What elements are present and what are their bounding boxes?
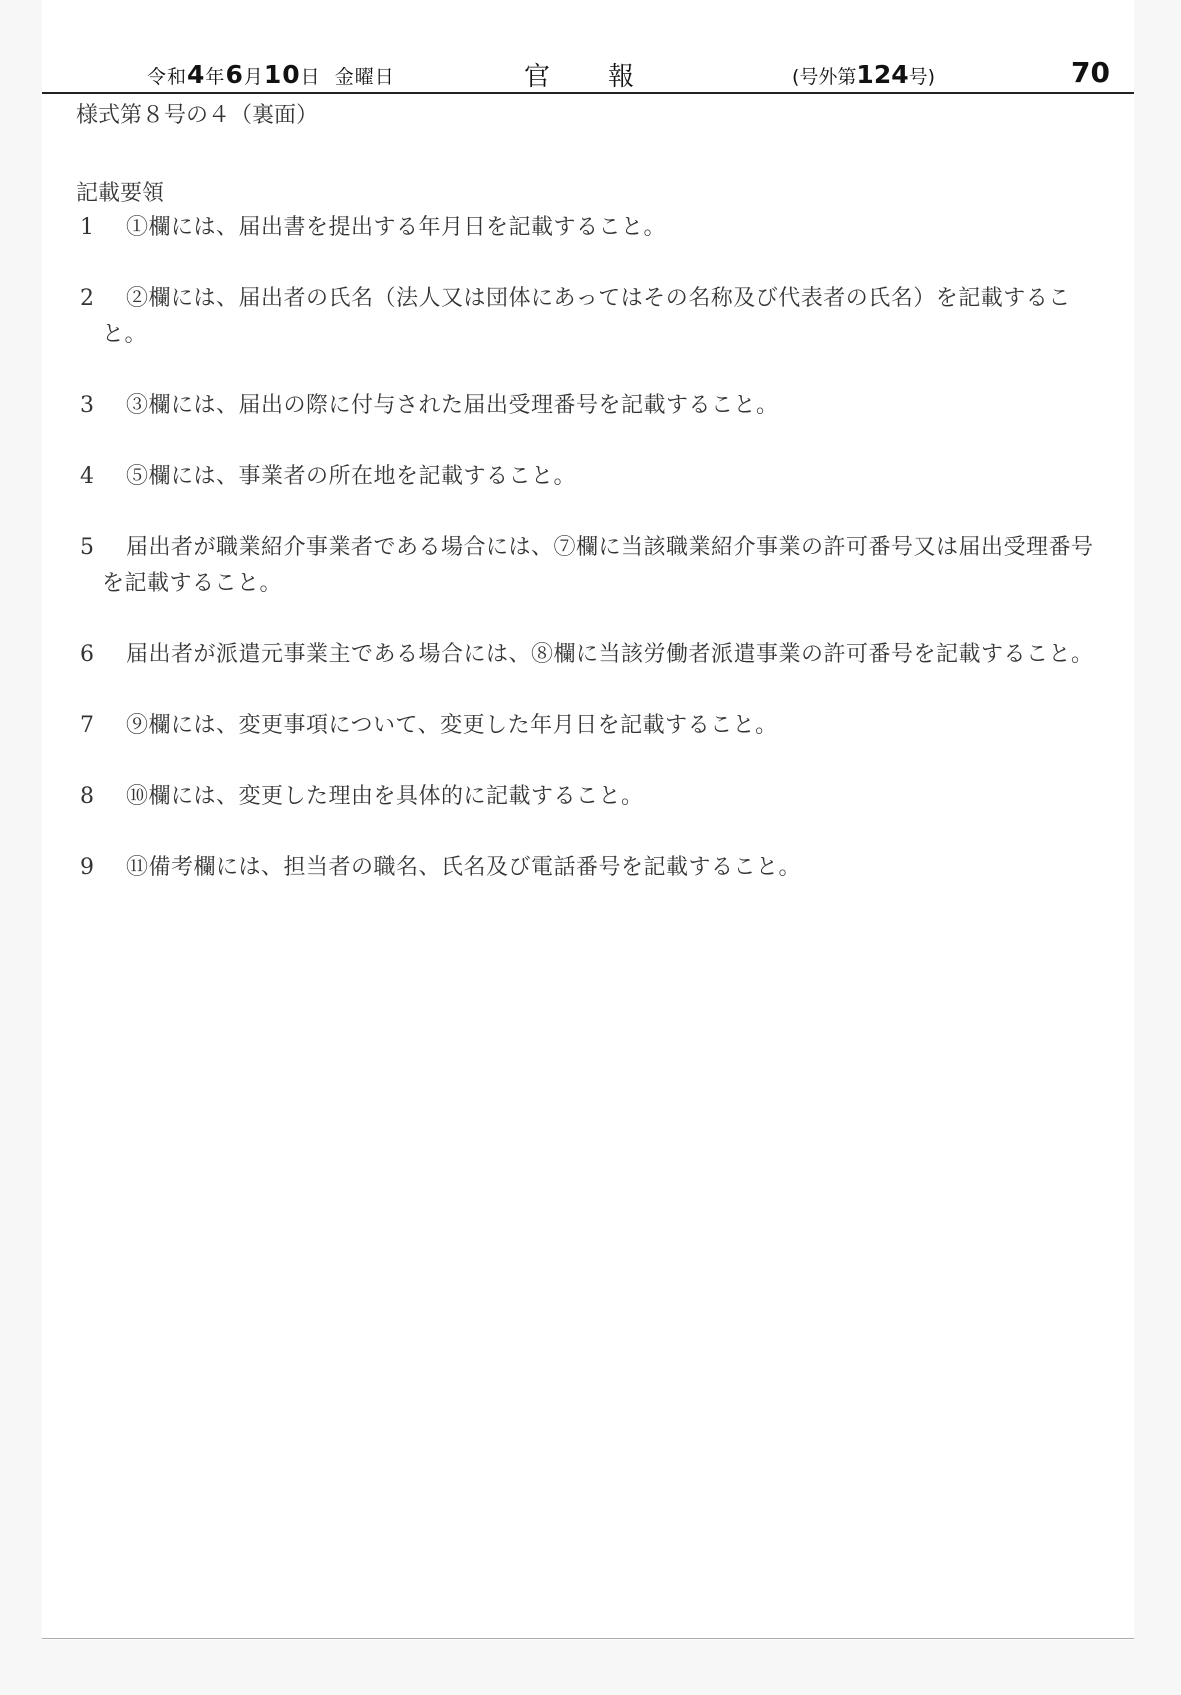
item-number: 2 <box>80 286 94 311</box>
instruction-item <box>80 281 1110 353</box>
item-number: 3 <box>80 393 94 418</box>
instruction-item <box>80 530 1110 602</box>
instruction-item <box>80 850 1110 886</box>
item-number: 4 <box>80 464 94 489</box>
year-value: 4 <box>187 60 206 89</box>
item-number: 5 <box>80 535 94 560</box>
instruction-item <box>80 637 1110 673</box>
instruction-item <box>80 388 1110 424</box>
item-number: 7 <box>80 713 94 738</box>
weekday: 金曜日 <box>334 66 395 88</box>
instruction-item <box>80 210 1110 246</box>
instruction-item <box>80 708 1110 744</box>
era: 令和 <box>147 66 188 88</box>
issue-suffix: 号) <box>908 66 936 88</box>
month-value: 6 <box>225 60 244 89</box>
item-text: ①欄には、届出書を提出する年月日を記載すること。 <box>126 215 667 240</box>
day-value: 10 <box>263 60 301 89</box>
item-text: ③欄には、届出の際に付与された届出受理番号を記載すること。 <box>126 393 779 418</box>
day-unit: 日 <box>300 66 321 88</box>
item-text: ⑤欄には、事業者の所在地を記載すること。 <box>126 464 577 489</box>
instruction-item <box>80 459 1110 495</box>
section-title: 記載要領 <box>76 181 165 206</box>
issue-number-value: 124 <box>856 60 909 89</box>
page-number: 70 <box>1071 56 1110 89</box>
year-unit: 年 <box>205 66 226 88</box>
item-text: 届出者が職業紹介事業者である場合には、⑦欄に当該職業紹介事業の許可番号又は届出受理番号を記載すること。 <box>102 535 1094 596</box>
gazette-title: 官報 <box>524 62 693 92</box>
item-number: 9 <box>80 855 94 880</box>
instruction-item <box>80 779 1110 815</box>
item-text: ⑨欄には、変更事項について、変更した年月日を記載すること。 <box>126 713 778 738</box>
form-label: 様式第８号の４（裏面） <box>76 103 319 128</box>
item-text: 届出者が派遣元事業主である場合には、⑧欄に当該労働者派遣事業の許可番号を記載すること。 <box>126 642 1094 667</box>
issue-date <box>147 60 395 89</box>
footer-rule <box>42 1638 1134 1639</box>
item-number: 1 <box>80 215 94 240</box>
item-text: ⑩欄には、変更した理由を具体的に記載すること。 <box>126 784 644 809</box>
issue-number <box>792 60 935 89</box>
issue-prefix: (号外第 <box>792 66 857 88</box>
item-text: ⑪備考欄には、担当者の職名、氏名及び電話番号を記載すること。 <box>126 855 802 880</box>
item-number: 8 <box>80 784 94 809</box>
header-rule <box>42 92 1134 94</box>
month-unit: 月 <box>243 66 264 88</box>
item-number: 6 <box>80 642 94 667</box>
instruction-list <box>80 210 1110 921</box>
gazette-header <box>42 52 1134 92</box>
item-text: ②欄には、届出者の氏名（法人又は団体にあってはその名称及び代表者の氏名）を記載すること。 <box>102 286 1071 347</box>
